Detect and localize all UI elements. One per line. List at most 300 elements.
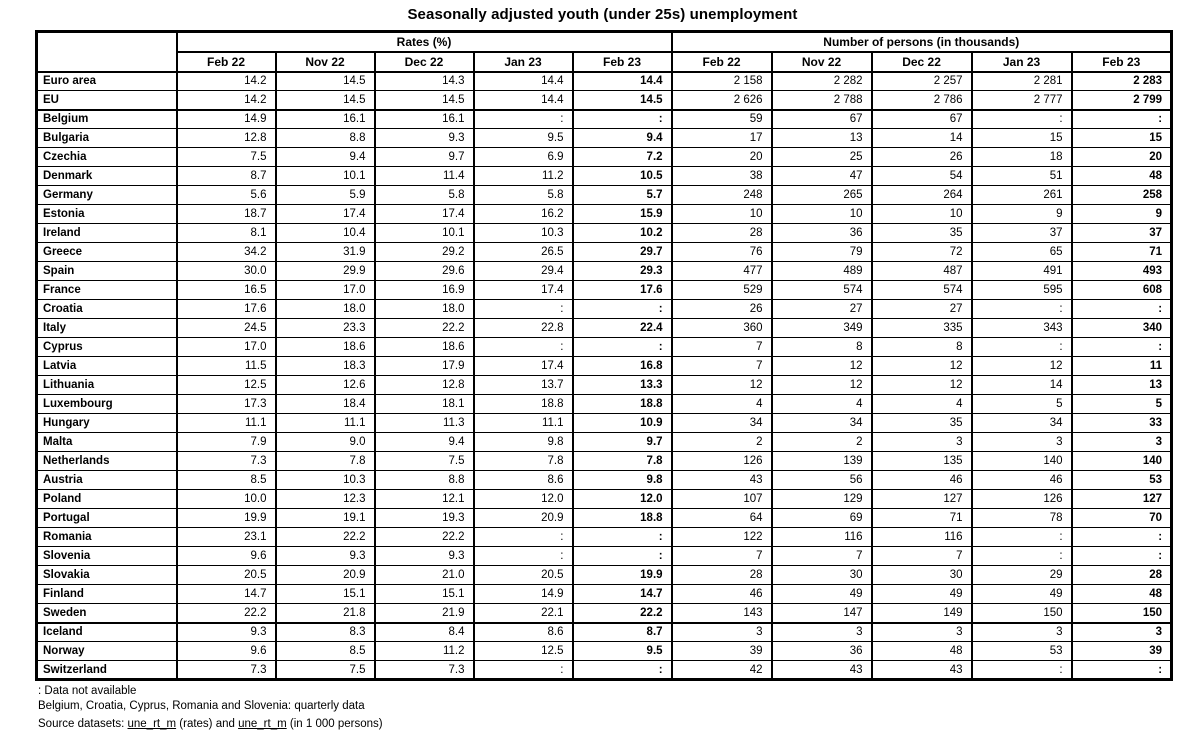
persons-cell: 42 [672, 661, 772, 680]
rate-cell: 12.5 [474, 642, 573, 661]
rate-cell: : [474, 528, 573, 547]
rate-cell: 18.3 [276, 357, 375, 376]
rate-cell: 19.1 [276, 509, 375, 528]
table-row [37, 205, 1172, 224]
rate-cell: 11.2 [375, 642, 474, 661]
persons-cell: 126 [672, 452, 772, 471]
rate-cell: 11.5 [177, 357, 276, 376]
persons-cell: 8 [772, 338, 872, 357]
persons-cell: 34 [672, 414, 772, 433]
persons-cell: 46 [872, 471, 972, 490]
table-row [37, 338, 1172, 357]
rate-cell: : [474, 661, 573, 680]
persons-cell: 149 [872, 604, 972, 623]
rate-cell: 18.8 [573, 395, 672, 414]
persons-cell: 335 [872, 319, 972, 338]
persons-cell: 487 [872, 262, 972, 281]
rate-cell: 34.2 [177, 243, 276, 262]
persons-cell: 70 [1072, 509, 1172, 528]
persons-cell: 43 [672, 471, 772, 490]
persons-cell: 71 [872, 509, 972, 528]
table-row [37, 433, 1172, 452]
persons-cell: 9 [1072, 205, 1172, 224]
table-row [37, 72, 1172, 91]
rate-cell: 22.1 [474, 604, 573, 623]
persons-cell: 7 [672, 357, 772, 376]
persons-cell: 38 [672, 167, 772, 186]
persons-cell: 2 [672, 433, 772, 452]
country-label: Hungary [37, 414, 177, 433]
persons-cell: 2 626 [672, 91, 772, 110]
rate-cell: 15.9 [573, 205, 672, 224]
country-label: Switzerland [37, 661, 177, 680]
persons-cell: 10 [772, 205, 872, 224]
rate-cell: 9.3 [177, 623, 276, 642]
footnote-missing-data: : Data not available [38, 685, 137, 697]
rate-cell: : [573, 661, 672, 680]
persons-cell: : [972, 300, 1072, 319]
country-label: Romania [37, 528, 177, 547]
country-label: Finland [37, 585, 177, 604]
country-label: Austria [37, 471, 177, 490]
country-label: Belgium [37, 110, 177, 129]
rate-cell: 10.4 [276, 224, 375, 243]
persons-cell: 33 [1072, 414, 1172, 433]
persons-cell: 69 [772, 509, 872, 528]
rate-cell: 9.3 [375, 547, 474, 566]
rate-cell: 12.6 [276, 376, 375, 395]
rate-cell: 9.3 [375, 129, 474, 148]
rate-cell: 14.4 [474, 91, 573, 110]
persons-cell: 78 [972, 509, 1072, 528]
rate-cell: 9.5 [474, 129, 573, 148]
table-row [37, 661, 1172, 680]
source-mid: (rates) and [176, 718, 239, 730]
rate-cell: 11.4 [375, 167, 474, 186]
persons-cell: 2 786 [872, 91, 972, 110]
table-row [37, 186, 1172, 205]
persons-cell: 59 [672, 110, 772, 129]
table-row [37, 243, 1172, 262]
persons-cell: 2 777 [972, 91, 1072, 110]
table-row [37, 414, 1172, 433]
unemployment-table [35, 30, 1173, 681]
country-label: Italy [37, 319, 177, 338]
persons-cell: : [1072, 338, 1172, 357]
country-label: Estonia [37, 205, 177, 224]
rate-cell: 22.4 [573, 319, 672, 338]
persons-cell: 574 [772, 281, 872, 300]
rate-cell: : [474, 547, 573, 566]
persons-cell: 36 [772, 224, 872, 243]
persons-cell: 67 [872, 110, 972, 129]
persons-cell: 43 [872, 661, 972, 680]
rate-cell: 17.4 [276, 205, 375, 224]
rate-cell: : [474, 110, 573, 129]
rate-cell: 10.3 [474, 224, 573, 243]
table-row [37, 148, 1172, 167]
persons-cell: 65 [972, 243, 1072, 262]
rate-cell: 17.6 [177, 300, 276, 319]
period-header: Jan 23 [972, 52, 1072, 72]
persons-cell: 248 [672, 186, 772, 205]
period-header: Dec 22 [375, 52, 474, 72]
persons-cell: 39 [1072, 642, 1172, 661]
rate-cell: 14.4 [573, 72, 672, 91]
persons-cell: 64 [672, 509, 772, 528]
rate-cell: 7.5 [177, 148, 276, 167]
table-row [37, 300, 1172, 319]
persons-cell: 127 [1072, 490, 1172, 509]
persons-cell: 79 [772, 243, 872, 262]
rate-cell: 16.1 [276, 110, 375, 129]
rate-cell: 20.5 [177, 566, 276, 585]
rate-cell: : [474, 300, 573, 319]
rate-cell: 12.8 [177, 129, 276, 148]
rate-cell: 15.1 [276, 585, 375, 604]
persons-cell: 3 [972, 433, 1072, 452]
country-label: Cyprus [37, 338, 177, 357]
persons-cell: 28 [672, 566, 772, 585]
persons-cell: 71 [1072, 243, 1172, 262]
persons-cell: 11 [1072, 357, 1172, 376]
rate-cell: 22.8 [474, 319, 573, 338]
persons-cell: 12 [772, 357, 872, 376]
persons-cell: 261 [972, 186, 1072, 205]
rate-cell: 14.5 [573, 91, 672, 110]
persons-cell: 143 [672, 604, 772, 623]
table-row [37, 642, 1172, 661]
persons-cell: 15 [972, 129, 1072, 148]
rate-cell: 17.4 [474, 281, 573, 300]
persons-cell: 49 [772, 585, 872, 604]
persons-cell: 150 [972, 604, 1072, 623]
table-row [37, 547, 1172, 566]
rate-cell: 17.0 [276, 281, 375, 300]
persons-cell: 5 [972, 395, 1072, 414]
rate-cell: 17.4 [375, 205, 474, 224]
persons-cell: 493 [1072, 262, 1172, 281]
table-row [37, 528, 1172, 547]
country-label: Croatia [37, 300, 177, 319]
persons-cell: 116 [772, 528, 872, 547]
rate-cell: 13.3 [573, 376, 672, 395]
rate-cell: 22.2 [375, 528, 474, 547]
persons-cell: 28 [672, 224, 772, 243]
persons-cell: 150 [1072, 604, 1172, 623]
rate-cell: 16.9 [375, 281, 474, 300]
rate-cell: 18.4 [276, 395, 375, 414]
table-row [37, 91, 1172, 110]
country-label: Germany [37, 186, 177, 205]
rate-cell: 12.0 [474, 490, 573, 509]
table-row [37, 376, 1172, 395]
rate-cell: 17.6 [573, 281, 672, 300]
footnotes [35, 684, 1170, 714]
rate-cell: 8.3 [276, 623, 375, 642]
persons-cell: 46 [972, 471, 1072, 490]
persons-cell: 20 [672, 148, 772, 167]
persons-cell: : [972, 661, 1072, 680]
persons-cell: 49 [872, 585, 972, 604]
rate-cell: 9.4 [276, 148, 375, 167]
rate-cell: 8.1 [177, 224, 276, 243]
rate-cell: 9.5 [573, 642, 672, 661]
table-row [37, 281, 1172, 300]
rate-cell: 17.9 [375, 357, 474, 376]
persons-cell: : [972, 547, 1072, 566]
persons-cell: 76 [672, 243, 772, 262]
rate-cell: 18.0 [276, 300, 375, 319]
rate-cell: 8.7 [573, 623, 672, 642]
persons-cell: 39 [672, 642, 772, 661]
period-header: Feb 23 [1072, 52, 1172, 72]
persons-cell: 2 788 [772, 91, 872, 110]
persons-cell: 28 [1072, 566, 1172, 585]
country-label: France [37, 281, 177, 300]
rate-cell: 26.5 [474, 243, 573, 262]
rate-cell: 8.6 [474, 471, 573, 490]
rate-cell: 11.3 [375, 414, 474, 433]
persons-cell: 37 [972, 224, 1072, 243]
rate-cell: 10.1 [375, 224, 474, 243]
rate-cell: 10.2 [573, 224, 672, 243]
group-header-persons: Number of persons (in thousands) [672, 32, 1172, 52]
table-body [37, 72, 1172, 680]
rate-cell: 5.8 [375, 186, 474, 205]
persons-cell: 3 [672, 623, 772, 642]
rate-cell: 18.8 [573, 509, 672, 528]
country-label: Denmark [37, 167, 177, 186]
rate-cell: : [573, 528, 672, 547]
persons-cell: 139 [772, 452, 872, 471]
rate-cell: 8.8 [276, 129, 375, 148]
persons-cell: 51 [972, 167, 1072, 186]
persons-cell: 3 [1072, 433, 1172, 452]
persons-cell: 20 [1072, 148, 1172, 167]
persons-cell: 2 281 [972, 72, 1072, 91]
rate-cell: 14.3 [375, 72, 474, 91]
rate-cell: 8.4 [375, 623, 474, 642]
table-row [37, 129, 1172, 148]
rate-cell: 7.5 [375, 452, 474, 471]
country-label: Lithuania [37, 376, 177, 395]
persons-cell: 12 [872, 357, 972, 376]
rate-cell: 14.2 [177, 72, 276, 91]
rate-cell: 11.2 [474, 167, 573, 186]
rate-cell: 14.9 [177, 110, 276, 129]
persons-cell: 529 [672, 281, 772, 300]
persons-cell: 9 [972, 205, 1072, 224]
country-label: Bulgaria [37, 129, 177, 148]
rate-cell: 7.8 [474, 452, 573, 471]
persons-cell: : [1072, 661, 1172, 680]
country-label: Latvia [37, 357, 177, 376]
rate-cell: 9.8 [573, 471, 672, 490]
rate-cell: 14.7 [573, 585, 672, 604]
persons-cell: : [972, 338, 1072, 357]
country-label: Czechia [37, 148, 177, 167]
persons-cell: 47 [772, 167, 872, 186]
persons-cell: : [972, 110, 1072, 129]
country-label: Slovakia [37, 566, 177, 585]
rate-cell: 19.3 [375, 509, 474, 528]
rate-cell: 29.7 [573, 243, 672, 262]
rate-cell: 14.5 [276, 72, 375, 91]
rate-cell: 14.4 [474, 72, 573, 91]
rate-cell: 9.0 [276, 433, 375, 452]
persons-cell: 36 [772, 642, 872, 661]
persons-cell: 2 799 [1072, 91, 1172, 110]
persons-cell: 26 [872, 148, 972, 167]
persons-cell: 491 [972, 262, 1072, 281]
rate-cell: 22.2 [375, 319, 474, 338]
persons-cell: 3 [772, 623, 872, 642]
rate-cell: 18.1 [375, 395, 474, 414]
rate-cell: 29.6 [375, 262, 474, 281]
rate-cell: 11.1 [177, 414, 276, 433]
persons-cell: 43 [772, 661, 872, 680]
rate-cell: : [573, 547, 672, 566]
persons-cell: 7 [772, 547, 872, 566]
table-row [37, 167, 1172, 186]
country-label: Euro area [37, 72, 177, 91]
rate-cell: 18.7 [177, 205, 276, 224]
persons-cell: 14 [872, 129, 972, 148]
country-label: Portugal [37, 509, 177, 528]
persons-cell: 12 [972, 357, 1072, 376]
rate-cell: 9.7 [573, 433, 672, 452]
rate-cell: 16.1 [375, 110, 474, 129]
persons-cell: 477 [672, 262, 772, 281]
persons-cell: 343 [972, 319, 1072, 338]
persons-cell: 10 [872, 205, 972, 224]
persons-cell: 2 [772, 433, 872, 452]
persons-cell: 27 [772, 300, 872, 319]
persons-cell: 29 [972, 566, 1072, 585]
persons-cell: 4 [672, 395, 772, 414]
persons-cell: 107 [672, 490, 772, 509]
rate-cell: 10.1 [276, 167, 375, 186]
persons-cell: 127 [872, 490, 972, 509]
persons-cell: 18 [972, 148, 1072, 167]
persons-cell: 10 [672, 205, 772, 224]
table-row [37, 262, 1172, 281]
persons-cell: 34 [972, 414, 1072, 433]
persons-cell: 135 [872, 452, 972, 471]
dataset-link-persons[interactable]: une_rt_m [238, 718, 287, 730]
table-header [37, 32, 1172, 72]
persons-cell: : [972, 528, 1072, 547]
persons-cell: 25 [772, 148, 872, 167]
rate-cell: : [573, 300, 672, 319]
persons-cell: 2 283 [1072, 72, 1172, 91]
table-row [37, 490, 1172, 509]
rate-cell: 9.4 [375, 433, 474, 452]
rate-cell: 15.1 [375, 585, 474, 604]
persons-cell: 349 [772, 319, 872, 338]
rate-cell: 18.6 [375, 338, 474, 357]
table-row [37, 395, 1172, 414]
rate-cell: : [474, 338, 573, 357]
persons-cell: 2 158 [672, 72, 772, 91]
rate-cell: 9.3 [276, 547, 375, 566]
country-label: Luxembourg [37, 395, 177, 414]
rate-cell: 30.0 [177, 262, 276, 281]
table-row [37, 357, 1172, 376]
rate-cell: 12.3 [276, 490, 375, 509]
persons-cell: 14 [972, 376, 1072, 395]
table-row [37, 224, 1172, 243]
table-row [37, 623, 1172, 642]
rate-cell: 8.5 [276, 642, 375, 661]
rate-cell: 7.3 [375, 661, 474, 680]
rate-cell: 8.8 [375, 471, 474, 490]
persons-cell: : [1072, 547, 1172, 566]
persons-cell: 258 [1072, 186, 1172, 205]
page-title: Seasonally adjusted youth (under 25s) unemployment [407, 6, 798, 23]
period-header: Nov 22 [772, 52, 872, 72]
rate-cell: 7.9 [177, 433, 276, 452]
persons-cell: 13 [1072, 376, 1172, 395]
persons-cell: 48 [872, 642, 972, 661]
rate-cell: 17.3 [177, 395, 276, 414]
persons-cell: 3 [972, 623, 1072, 642]
period-header: Feb 22 [177, 52, 276, 72]
persons-cell: 2 257 [872, 72, 972, 91]
rate-cell: 8.7 [177, 167, 276, 186]
rate-cell: 22.2 [177, 604, 276, 623]
persons-cell: 53 [972, 642, 1072, 661]
rate-cell: 14.9 [474, 585, 573, 604]
persons-cell: 30 [872, 566, 972, 585]
rate-cell: 5.6 [177, 186, 276, 205]
rate-cell: 10.9 [573, 414, 672, 433]
table-row [37, 566, 1172, 585]
table-row [37, 585, 1172, 604]
persons-cell: 34 [772, 414, 872, 433]
rate-cell: 14.5 [375, 91, 474, 110]
rate-cell: 21.9 [375, 604, 474, 623]
rate-cell: 9.6 [177, 642, 276, 661]
rate-cell: 7.8 [573, 452, 672, 471]
rate-cell: 7.5 [276, 661, 375, 680]
country-label: Spain [37, 262, 177, 281]
rate-cell: 17.4 [474, 357, 573, 376]
persons-cell: 340 [1072, 319, 1172, 338]
rate-cell: 21.8 [276, 604, 375, 623]
country-label: Greece [37, 243, 177, 262]
rate-cell: 31.9 [276, 243, 375, 262]
persons-cell: 67 [772, 110, 872, 129]
persons-cell: 48 [1072, 585, 1172, 604]
rate-cell: 10.5 [573, 167, 672, 186]
persons-cell: : [1072, 528, 1172, 547]
rate-cell: 5.7 [573, 186, 672, 205]
country-label: EU [37, 91, 177, 110]
persons-cell: 4 [872, 395, 972, 414]
rate-cell: 21.0 [375, 566, 474, 585]
rate-cell: 12.0 [573, 490, 672, 509]
persons-cell: 5 [1072, 395, 1172, 414]
group-header-row [37, 32, 1172, 52]
rate-cell: 22.2 [573, 604, 672, 623]
persons-cell: 13 [772, 129, 872, 148]
rate-cell: 8.5 [177, 471, 276, 490]
rate-cell: 13.7 [474, 376, 573, 395]
source-prefix: Source datasets: [38, 718, 128, 730]
dataset-link-rates[interactable]: une_rt_m [127, 718, 177, 730]
